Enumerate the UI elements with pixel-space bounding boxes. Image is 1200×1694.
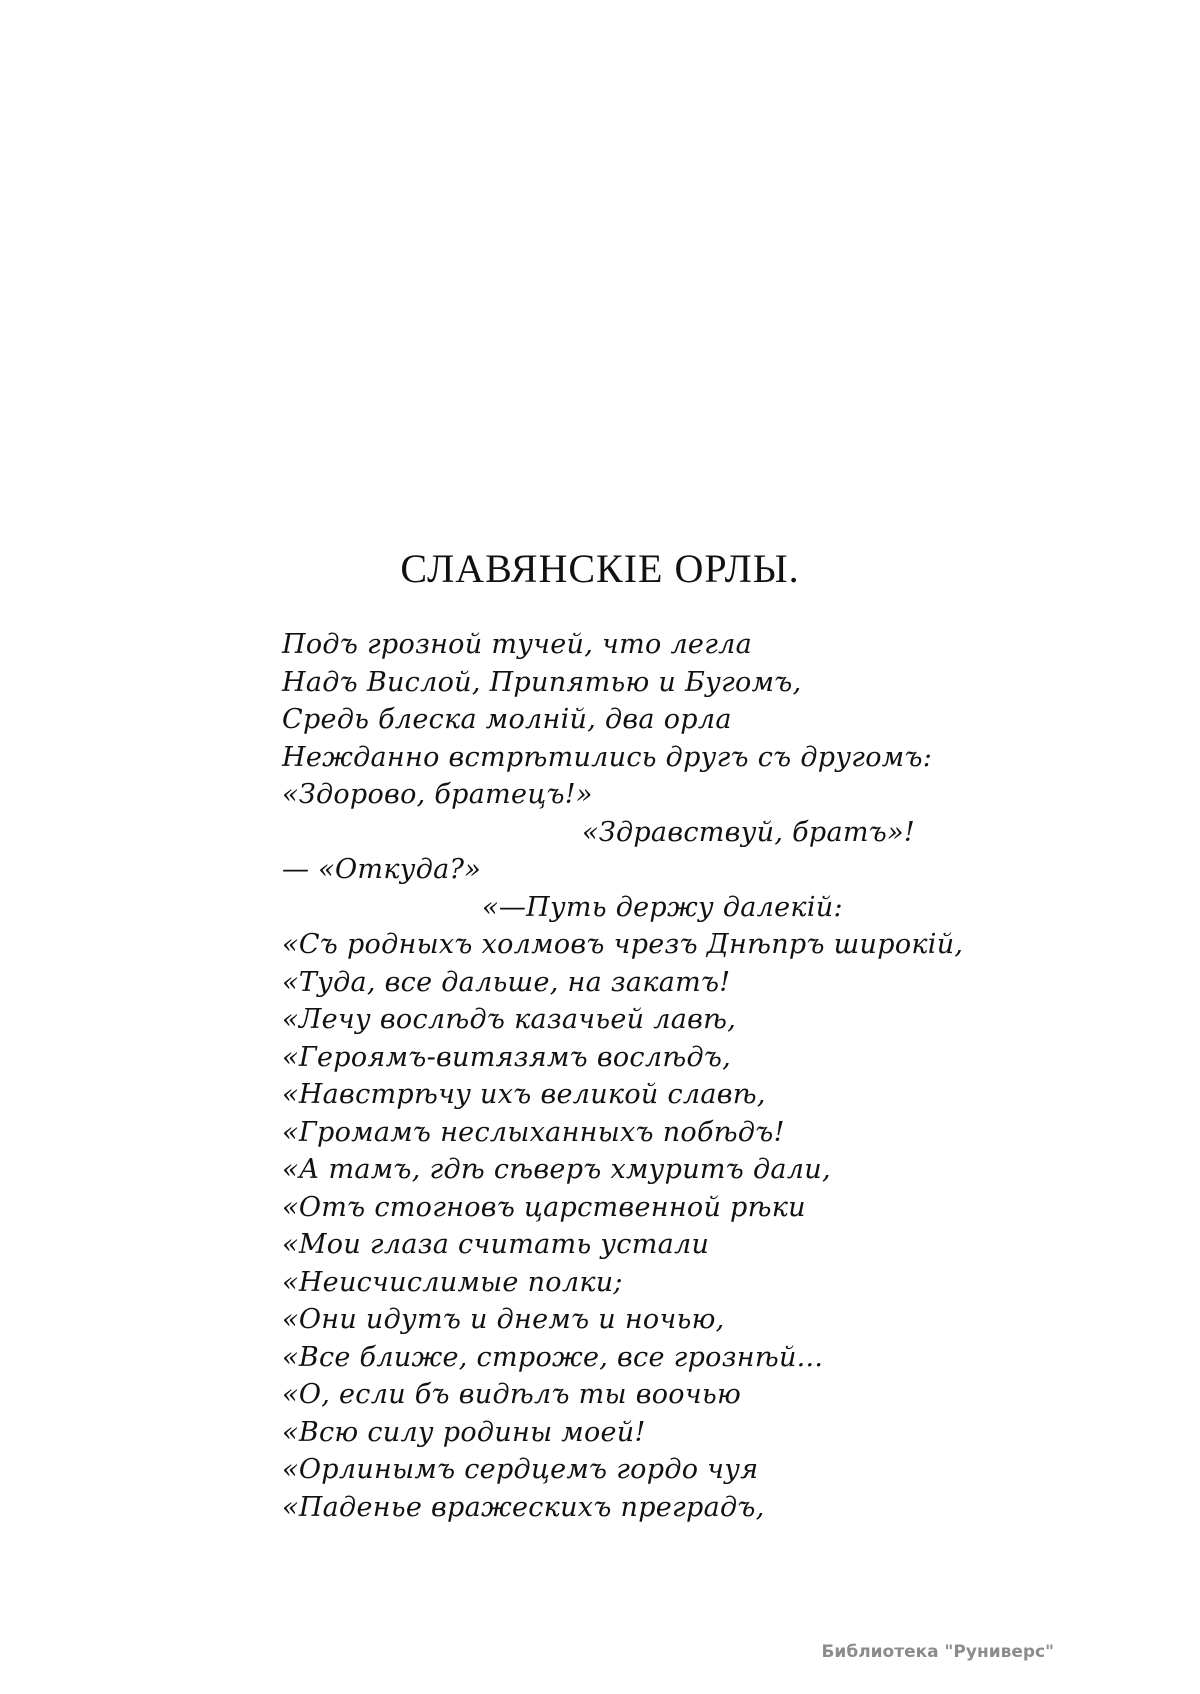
poem-line: «Орлинымъ сердцемъ гордо чуя [282,1454,759,1485]
library-watermark: Библиотека "Руниверс" [821,1642,1054,1662]
poem-title: СЛАВЯНСКIЕ ОРЛЫ. [400,546,800,591]
poem-line: «Мои глаза считать устали [282,1229,710,1260]
poem-line: «—Путь держу далекiй: [482,891,843,923]
poem-line: «Лечу вослѣдъ казачьей лавѣ, [282,1004,737,1035]
poem-line: Нежданно встрѣтились другъ съ другомъ: [282,741,933,773]
poem-line: «Всю силу родины моей! [282,1416,646,1448]
poem-line: «Все ближе, строже, все грознѣй... [282,1341,824,1373]
poem-line: Надъ Вислой, Припятью и Бугомъ, [282,666,802,698]
poem-line: Средь блеска молнiй, два орла [282,704,732,735]
poem-line: «Паденье вражескихъ преградъ, [282,1491,765,1523]
poem-line: — «Откуда?» [282,854,482,885]
poem-body [282,626,1062,1526]
poem-line: «Они идутъ и днемъ и ночью, [282,1304,725,1335]
poem-line: «А тамъ, гдѣ сѣверъ хмуритъ дали, [282,1154,831,1185]
poem-line: «Туда, все дальше, на закатъ! [282,966,731,998]
poem-line: «Съ родныхъ холмовъ чрезъ Днѣпръ широкiй, [282,929,964,960]
poem-line: «Героямъ-витязямъ вослѣдъ, [282,1041,732,1073]
poem-line: «Здорово, братецъ!» [282,779,593,810]
poem-line: «Неисчислимые полки; [282,1266,623,1298]
poem-line: «Здравствуй, братъ»! [582,816,916,848]
poem-line: «Громамъ неслыханныхъ побѣдъ! [282,1116,785,1148]
poem-line: «Навстрѣчу ихъ великой славѣ, [282,1079,766,1110]
poem-line: «Отъ стогновъ царственной рѣки [282,1191,806,1223]
poem-line: Подъ грозной тучей, что легла [282,629,753,660]
poem-line: «О, если бъ видѣлъ ты воочью [282,1379,742,1410]
